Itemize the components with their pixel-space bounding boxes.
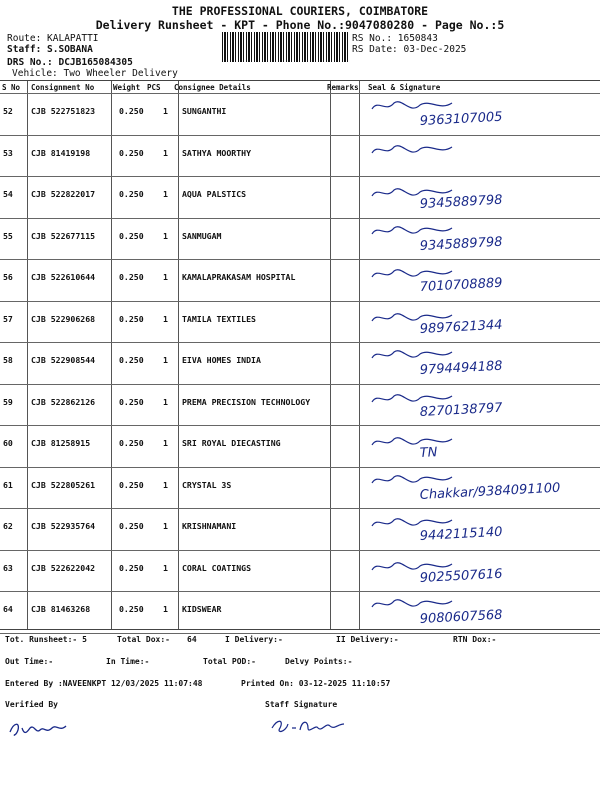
verified-by-label: Verified By bbox=[5, 700, 58, 709]
handwritten-phone: Chakkar/9384091100 bbox=[419, 480, 561, 503]
handwritten-phone: TN bbox=[419, 445, 438, 461]
handwritten-signature bbox=[360, 218, 600, 259]
weight-cell: 0.250 bbox=[119, 438, 144, 448]
runsheet-table bbox=[0, 80, 600, 630]
pcs-cell: 1 bbox=[163, 562, 168, 573]
total-dox-label: Total Dox:- bbox=[117, 635, 170, 644]
printed-on: Printed On: 03-12-2025 11:10:57 bbox=[241, 679, 391, 688]
sno-cell: 59 bbox=[3, 396, 13, 407]
table-row bbox=[0, 93, 600, 135]
rs-date: RS Date: 03-Dec-2025 bbox=[352, 44, 467, 55]
sno-cell: 62 bbox=[3, 521, 13, 531]
consignee-cell: SRI ROYAL DIECASTING bbox=[182, 438, 281, 448]
pcs-cell: 1 bbox=[163, 189, 168, 199]
handwritten-signature bbox=[360, 135, 600, 176]
consignment-cell: CJB 522862126 bbox=[31, 396, 96, 407]
table-row bbox=[0, 384, 600, 426]
weight-cell: 0.250 bbox=[119, 106, 144, 116]
consignment-cell: CJB 522622042 bbox=[31, 562, 96, 573]
weight-cell: 0.250 bbox=[119, 147, 144, 158]
header-seal-signature: Seal & Signature bbox=[368, 83, 441, 92]
sno-cell: 60 bbox=[3, 438, 13, 448]
table-row bbox=[0, 467, 600, 509]
consignment-cell: CJB 522805261 bbox=[31, 479, 96, 490]
handwritten-signature bbox=[360, 176, 600, 217]
sno-cell: 53 bbox=[3, 147, 13, 158]
consignment-cell: CJB 522822017 bbox=[31, 189, 96, 199]
consignment-cell: CJB 81258915 bbox=[31, 438, 91, 448]
sno-cell: 56 bbox=[3, 272, 13, 282]
delvy-points: Delvy Points:- bbox=[285, 657, 353, 666]
weight-cell: 0.250 bbox=[119, 396, 144, 407]
sno-cell: 64 bbox=[3, 604, 13, 614]
pcs-cell: 1 bbox=[163, 521, 168, 531]
sno-cell: 52 bbox=[3, 106, 13, 116]
header-sno: S No bbox=[2, 83, 21, 92]
total-pod: Total POD:- bbox=[203, 657, 256, 666]
weight-cell: 0.250 bbox=[119, 272, 144, 282]
staff-signature-label: Staff Signature bbox=[265, 700, 338, 709]
table-row bbox=[0, 550, 600, 592]
weight-cell: 0.250 bbox=[119, 355, 144, 365]
consignment-cell: CJB 522908544 bbox=[31, 355, 96, 365]
handwritten-phone: 9345889798 bbox=[419, 192, 503, 212]
consignment-cell: CJB 522906268 bbox=[31, 313, 96, 324]
sno-cell: 61 bbox=[3, 479, 13, 490]
handwritten-signature bbox=[360, 342, 600, 383]
pcs-cell: 1 bbox=[163, 604, 168, 614]
handwritten-signature bbox=[360, 591, 600, 632]
handwritten-phone: 9080607568 bbox=[419, 607, 503, 627]
consignment-cell: CJB 522751823 bbox=[31, 106, 96, 116]
handwritten-phone: 9025507616 bbox=[419, 566, 503, 586]
sno-cell: 55 bbox=[3, 230, 13, 241]
header-consignee: Consignee Details bbox=[174, 83, 251, 92]
pcs-cell: 1 bbox=[163, 355, 168, 365]
handwritten-signature bbox=[360, 550, 600, 591]
consignee-cell: SANMUGAM bbox=[182, 230, 222, 241]
weight-cell: 0.250 bbox=[119, 521, 144, 531]
staff-label: Staff: S.SOBANA bbox=[7, 44, 93, 55]
sno-cell: 63 bbox=[3, 562, 13, 573]
pcs-cell: 1 bbox=[163, 396, 168, 407]
pcs-cell: 1 bbox=[163, 313, 168, 324]
handwritten-signature bbox=[360, 425, 600, 466]
sno-cell: 54 bbox=[3, 189, 13, 199]
handwritten-phone: 9345889798 bbox=[419, 234, 503, 254]
consignment-cell: CJB 522610644 bbox=[31, 272, 96, 282]
consignee-cell: KIDSWEAR bbox=[182, 604, 222, 614]
table-row bbox=[0, 301, 600, 343]
rtn-dox: RTN Dox:- bbox=[453, 635, 497, 644]
handwritten-phone: 9794494188 bbox=[419, 358, 503, 378]
consignee-cell: KRISHNAMANI bbox=[182, 521, 237, 531]
document-title: THE PROFESSIONAL COURIERS, COIMBATORE bbox=[171, 4, 429, 18]
handwritten-phone: 9442115140 bbox=[419, 524, 503, 544]
sno-cell: 58 bbox=[3, 355, 13, 365]
handwritten-signature bbox=[360, 384, 600, 425]
handwritten-signature bbox=[360, 259, 600, 300]
document-subtitle: Delivery Runsheet - KPT - Phone No.:9047080280 - Page No.:5 bbox=[95, 18, 505, 32]
weight-cell: 0.250 bbox=[119, 562, 144, 573]
handwritten-phone: 9363107005 bbox=[419, 109, 503, 129]
table-row bbox=[0, 176, 600, 218]
consignee-cell: CORAL COATINGS bbox=[182, 562, 252, 573]
handwritten-phone: 7010708889 bbox=[419, 275, 503, 295]
i-delivery: I Delivery:- bbox=[225, 635, 283, 644]
route-label: Route: KALAPATTI bbox=[7, 33, 99, 44]
handwritten-signature bbox=[360, 467, 600, 508]
handwritten-phone: 8270138797 bbox=[419, 400, 503, 420]
handwritten-signature bbox=[360, 301, 600, 342]
consignee-cell: AQUA PALSTICS bbox=[182, 189, 247, 199]
in-time: In Time:- bbox=[106, 657, 150, 666]
pcs-cell: 1 bbox=[163, 438, 168, 448]
consignee-cell: SATHYA MOORTHY bbox=[182, 147, 252, 158]
weight-cell: 0.250 bbox=[119, 479, 144, 490]
consignee-cell: TAMILA TEXTILES bbox=[182, 313, 256, 324]
table-row bbox=[0, 591, 600, 633]
table-row bbox=[0, 259, 600, 301]
weight-cell: 0.250 bbox=[119, 604, 144, 614]
consignee-cell: KAMALAPRAKASAM HOSPITAL bbox=[182, 272, 296, 282]
handwritten-signature bbox=[360, 508, 600, 549]
table-row bbox=[0, 218, 600, 260]
verifier-signature bbox=[6, 712, 76, 742]
consignee-cell: EIVA HOMES INDIA bbox=[182, 355, 261, 365]
handwritten-signature bbox=[360, 93, 600, 134]
handwritten-phone: 9897621344 bbox=[419, 317, 503, 337]
table-row bbox=[0, 508, 600, 550]
table-row bbox=[0, 342, 600, 384]
pcs-cell: 1 bbox=[163, 106, 168, 116]
consignment-cell: CJB 522935764 bbox=[31, 521, 96, 531]
entered-by: Entered By :NAVEENKPT 12/03/2025 11:07:48 bbox=[5, 679, 203, 688]
consignment-cell: CJB 522677115 bbox=[31, 230, 96, 241]
staff-signature bbox=[268, 710, 348, 738]
consignment-cell: CJB 81463268 bbox=[31, 604, 91, 614]
consignee-cell: SUNGANTHI bbox=[182, 106, 227, 116]
header-consignment: Consignment No bbox=[31, 83, 95, 92]
out-time: Out Time:- bbox=[5, 657, 54, 666]
weight-cell: 0.250 bbox=[119, 189, 144, 199]
rs-number: RS No.: 1650843 bbox=[352, 33, 438, 44]
consignment-cell: CJB 81419198 bbox=[31, 147, 91, 158]
ii-delivery: II Delivery:- bbox=[336, 635, 399, 644]
pcs-cell: 1 bbox=[163, 479, 168, 490]
pcs-cell: 1 bbox=[163, 272, 168, 282]
pcs-cell: 1 bbox=[163, 147, 168, 158]
consignee-cell: PREMA PRECISION TECHNOLOGY bbox=[182, 396, 311, 407]
header-pcs: PCS bbox=[147, 83, 161, 92]
drs-label: DRS No.: DCJB165084305 bbox=[7, 57, 133, 68]
sno-cell: 57 bbox=[3, 313, 13, 324]
total-dox-value: 64 bbox=[187, 635, 197, 644]
weight-cell: 0.250 bbox=[119, 230, 144, 241]
weight-cell: 0.250 bbox=[119, 313, 144, 324]
vehicle-label: Vehicle: Two Wheeler Delivery bbox=[12, 68, 178, 79]
consignee-cell: CRYSTAL 3S bbox=[182, 479, 232, 490]
table-row bbox=[0, 135, 600, 177]
header-weight: Weight bbox=[113, 83, 141, 92]
header-remarks: Remarks bbox=[327, 83, 359, 92]
barcode bbox=[222, 32, 350, 62]
tot-runsheet: Tot. Runsheet:- 5 bbox=[5, 635, 87, 644]
table-row bbox=[0, 425, 600, 467]
pcs-cell: 1 bbox=[163, 230, 168, 241]
